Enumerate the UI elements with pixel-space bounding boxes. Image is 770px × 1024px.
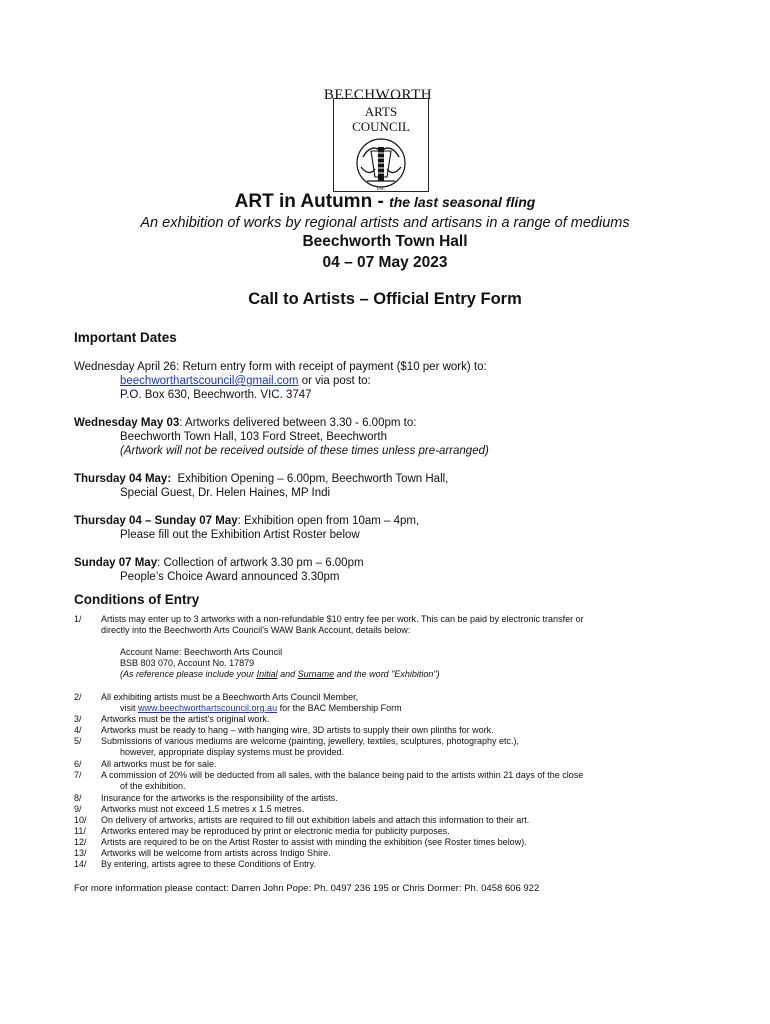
condition-10-text: On delivery of artworks, artists are required to fill out exhibition labels and attach this information to their art.: [101, 815, 530, 825]
condition-13-text: Artworks will be welcome from artists across Indigo Shire.: [101, 848, 331, 858]
condition-14-text: By entering, artists agree to these Conditions of Entry.: [101, 859, 316, 869]
date-4-line: [74, 514, 419, 528]
condition-2-line1: All exhibiting artists must be a Beechworth Arts Council Member,: [101, 692, 359, 702]
condition-2-suffix: for the BAC Membership Form: [277, 703, 402, 713]
condition-4-text: Artworks must be ready to hang – with hanging wire, 3D artists to supply their own plinths for work.: [101, 725, 494, 735]
condition-1-number: 1/: [74, 614, 82, 624]
date-3-text: Exhibition Opening – 6.00pm, Beechworth Town Hall,: [171, 473, 449, 485]
condition-12-text: Artists are required to be on the Artist Roster to assist with minding the exhibition (see Roster times below).: [101, 837, 527, 847]
condition-6-text: All artworks must be for sale.: [101, 759, 217, 769]
council-email-link[interactable]: beechworthartscouncil@gmail.com: [120, 375, 299, 387]
date-5-line: [74, 556, 364, 570]
reference-and: and: [277, 669, 298, 679]
condition-10-number: 10/: [74, 815, 87, 825]
conditions-heading: Conditions of Entry: [74, 592, 200, 607]
payment-reference-note: [120, 669, 440, 680]
condition-7-text: A commission of 20% will be deducted from all sales, with the balance being paid to the artists within 21 days of the close: [101, 770, 584, 780]
condition-1-line1: Artists may enter up to 3 artworks with a non-refundable $10 entry fee per work. This can be paid by electronic transfer or: [101, 614, 584, 624]
logo-frame: [333, 98, 429, 192]
account-name: Account Name: Beechworth Arts Council: [120, 647, 283, 657]
date-3-guest: Special Guest, Dr. Helen Haines, MP Indi: [120, 487, 331, 499]
condition-3-number: 3/: [74, 714, 82, 724]
condition-11-number: 11/: [74, 826, 86, 836]
date-1-email-suffix: or via post to:: [298, 375, 371, 387]
date-1-line: Wednesday April 26: Return entry form with receipt of payment ($10 per work) to:: [74, 361, 487, 373]
important-dates-heading: Important Dates: [74, 330, 177, 345]
date-4-label: Thursday 04 – Sunday 07 May: [74, 515, 238, 527]
date-1-email-line: [120, 374, 371, 388]
date-2-label: Wednesday May 03: [74, 417, 180, 429]
condition-9-number: 9/: [74, 804, 82, 814]
logo-council-text: COUNCIL: [352, 119, 410, 134]
logo-arts-text: ARTS: [364, 104, 398, 119]
date-4-roster-note: Please fill out the Exhibition Artist Roster below: [120, 529, 360, 541]
date-3-label: Thursday 04 May:: [74, 473, 172, 485]
reference-text-b: and the word "Exhibition"): [334, 669, 440, 679]
date-2-address: Beechworth Town Hall, 103 Ford Street, Beechworth: [120, 431, 387, 443]
condition-13-number: 13/: [74, 848, 87, 858]
condition-7-line2: of the exhibition.: [120, 781, 186, 791]
condition-2-line2: [120, 703, 402, 714]
condition-5-number: 5/: [74, 736, 82, 746]
condition-2-visit: visit: [120, 703, 138, 713]
condition-3-text: Artworks must be the artist’s original work.: [101, 714, 270, 724]
condition-12-number: 12/: [74, 837, 87, 847]
condition-9-text: Artworks must not exceed 1.5 metres x 1.5 metres.: [101, 804, 305, 814]
condition-5-line2: however, appropriate display systems must be provided.: [120, 747, 345, 757]
account-bsb: BSB 803 070, Account No. 17879: [120, 658, 255, 668]
reference-initial: Initial: [256, 669, 278, 679]
reference-text-a: (As reference please include your: [120, 669, 257, 679]
date-5-text: : Collection of artwork 3.30 pm – 6.00pm: [157, 557, 364, 569]
event-intro: An exhibition of works by regional artists and artisans in a range of mediums: [140, 215, 630, 231]
condition-4-number: 4/: [74, 725, 82, 735]
date-3-line: [74, 472, 448, 486]
reference-surname: Surname: [297, 669, 335, 679]
date-2-note: (Artwork will not be received outside of these times unless pre-arranged): [120, 445, 489, 457]
beechworth-arts-council-logo: [316, 86, 440, 192]
logo-top-text: BEECHWORTH: [323, 87, 433, 103]
date-4-text: : Exhibition open from 10am – 4pm,: [237, 515, 420, 527]
condition-1-line2: directly into the Beechworth Arts Council’s WAW Bank Account, details below:: [101, 625, 411, 635]
date-1-postal-line: P.O. Box 630, Beechworth. VIC. 3747: [120, 389, 312, 401]
condition-5-text: Submissions of various mediums are welcome (painting, jewellery, textiles, sculptures, photography etc.),: [101, 736, 520, 746]
event-venue: Beechworth Town Hall: [302, 233, 468, 250]
condition-2-number: 2/: [74, 692, 82, 702]
tree-emblem-icon: [349, 137, 413, 189]
condition-8-text: Insurance for the artworks is the responsibility of the artists.: [101, 793, 338, 803]
condition-8-number: 8/: [74, 793, 82, 803]
event-title-sub: the last seasonal fling: [389, 194, 536, 210]
contact-footer: For more information please contact: Darren John Pope: Ph. 0497 236 195 or Chris Dormer: Ph. 0458 606 922: [74, 883, 540, 894]
condition-11-text: Artworks entered may be reproduced by print or electronic media for publicity purposes.: [101, 826, 450, 836]
event-title-main: ART in Autumn -: [234, 191, 390, 212]
date-5-award: People’s Choice Award announced 3.30pm: [120, 571, 340, 583]
condition-14-number: 14/: [74, 859, 87, 869]
date-2-line: [74, 416, 416, 430]
event-title: [0, 191, 770, 213]
form-title: Call to Artists – Official Entry Form: [248, 290, 522, 308]
date-5-label: Sunday 07 May: [74, 557, 158, 569]
date-2-text: : Artworks delivered between 3.30 - 6.00pm to:: [179, 417, 417, 429]
condition-7-number: 7/: [74, 770, 82, 780]
bac-website-link[interactable]: www.beechworthartscouncil.org.au: [138, 703, 278, 713]
condition-6-number: 6/: [74, 759, 82, 769]
event-dates: 04 – 07 May 2023: [322, 254, 448, 271]
logo-inc-text: INC: [376, 187, 386, 192]
